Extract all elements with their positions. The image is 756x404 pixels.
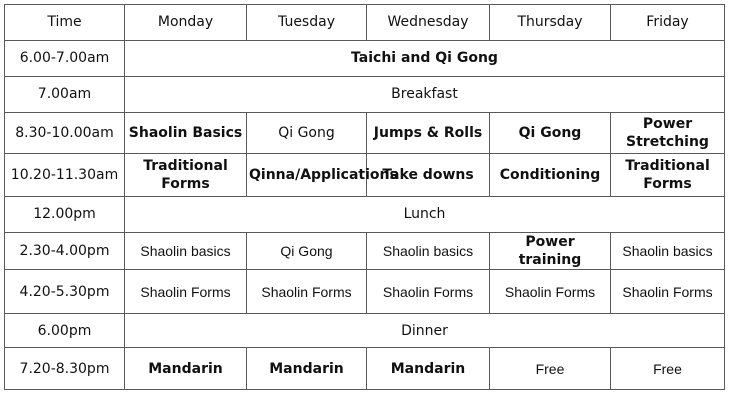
table-row xyxy=(5,348,725,390)
activity-cell: Traditional Forms xyxy=(611,154,725,197)
activity-cell: Free xyxy=(490,348,611,390)
header-tuesday: Tuesday xyxy=(247,5,367,41)
table-row xyxy=(5,197,725,233)
time-cell: 7.20-8.30pm xyxy=(5,348,125,390)
activity-cell: Qi Gong xyxy=(247,113,367,154)
activity-cell: Mandarin xyxy=(247,348,367,390)
activity-cell: Power training xyxy=(490,233,611,270)
schedule-table xyxy=(4,4,725,390)
activity-cell: Power Stretching xyxy=(611,113,725,154)
table-row xyxy=(5,270,725,314)
time-cell: 2.30-4.00pm xyxy=(5,233,125,270)
activity-cell: Dinner xyxy=(125,314,725,348)
activity-cell: Shaolin Basics xyxy=(125,113,247,154)
activity-cell: Qinna/Applications xyxy=(247,154,367,197)
activity-cell: Taichi and Qi Gong xyxy=(125,41,725,77)
header-wednesday: Wednesday xyxy=(367,5,490,41)
activity-cell: Shaolin Forms xyxy=(490,270,611,314)
time-cell: 4.20-5.30pm xyxy=(5,270,125,314)
table-row xyxy=(5,113,725,154)
time-cell: 12.00pm xyxy=(5,197,125,233)
activity-cell: Shaolin Forms xyxy=(247,270,367,314)
activity-cell: Jumps & Rolls xyxy=(367,113,490,154)
time-cell: 7.00am xyxy=(5,77,125,113)
activity-cell: Shaolin basics xyxy=(125,233,247,270)
activity-cell: Shaolin basics xyxy=(367,233,490,270)
header-monday: Monday xyxy=(125,5,247,41)
activity-cell: Traditional Forms xyxy=(125,154,247,197)
time-cell: 8.30-10.00am xyxy=(5,113,125,154)
time-cell: 10.20-11.30am xyxy=(5,154,125,197)
activity-cell: Qi Gong xyxy=(247,233,367,270)
time-cell: 6.00pm xyxy=(5,314,125,348)
activity-cell: Qi Gong xyxy=(490,113,611,154)
activity-cell: Take downs xyxy=(367,154,490,197)
time-cell: 6.00-7.00am xyxy=(5,41,125,77)
table-row xyxy=(5,233,725,270)
activity-cell: Mandarin xyxy=(367,348,490,390)
table-row xyxy=(5,154,725,197)
activity-cell: Conditioning xyxy=(490,154,611,197)
table-row xyxy=(5,41,725,77)
header-friday: Friday xyxy=(611,5,725,41)
table-row xyxy=(5,77,725,113)
activity-cell: Free xyxy=(611,348,725,390)
activity-cell: Lunch xyxy=(125,197,725,233)
header-thursday: Thursday xyxy=(490,5,611,41)
header-row xyxy=(5,5,725,41)
activity-cell: Mandarin xyxy=(125,348,247,390)
activity-cell: Shaolin Forms xyxy=(611,270,725,314)
activity-cell: Shaolin Forms xyxy=(367,270,490,314)
header-time: Time xyxy=(5,5,125,41)
activity-cell: Shaolin basics xyxy=(611,233,725,270)
activity-cell: Breakfast xyxy=(125,77,725,113)
activity-cell: Shaolin Forms xyxy=(125,270,247,314)
table-row xyxy=(5,314,725,348)
